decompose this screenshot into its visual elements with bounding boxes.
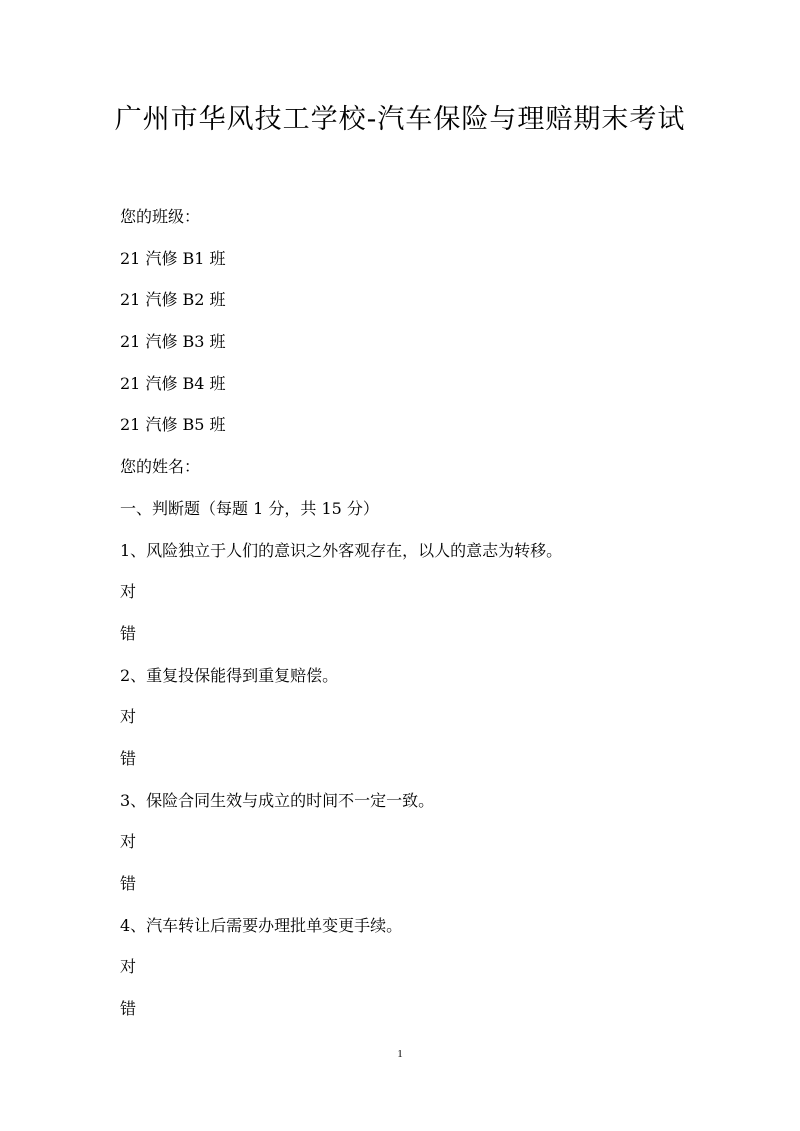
question-4-option-true: 对 (120, 957, 137, 977)
question-3-option-false: 错 (120, 874, 137, 893)
class-option-b4: 21 汽修 B4 班 (120, 373, 226, 393)
question-3: 3、保险合同生效与成立的时间不一定一致。 (120, 790, 435, 810)
exam-content (120, 196, 720, 1030)
question-4-option-false: 错 (120, 999, 137, 1019)
question-1-option-false: 错 (120, 623, 137, 643)
name-prompt: 您的姓名： (120, 457, 201, 477)
question-3-option-true: 对 (120, 832, 137, 852)
class-prompt: 您的班级： (120, 207, 201, 226)
class-option-b3: 21 汽修 B3 班 (120, 332, 226, 352)
class-option-b1: 21 汽修 B1 班 (120, 248, 226, 268)
page-number: 1 (397, 1048, 403, 1060)
class-option-b2: 21 汽修 B2 班 (120, 290, 226, 310)
class-option-b5: 21 汽修 B5 班 (120, 415, 226, 435)
question-2-option-false: 错 (120, 748, 137, 768)
section-heading: 一、判断题（每题 1 分，共 15 分） (120, 498, 379, 518)
question-4: 4、汽车转让后需要办理批单变更手续。 (120, 915, 403, 935)
question-2-option-true: 对 (120, 707, 137, 727)
question-2: 2、重复投保能得到重复赔偿。 (120, 665, 339, 685)
question-1-option-true: 对 (120, 582, 137, 602)
question-1: 1、风险独立于人们的意识之外客观存在，以人的意志为转移。 (120, 540, 563, 560)
page-title: 广州市华风技工学校-汽车保险与理赔期末考试 (114, 104, 686, 135)
